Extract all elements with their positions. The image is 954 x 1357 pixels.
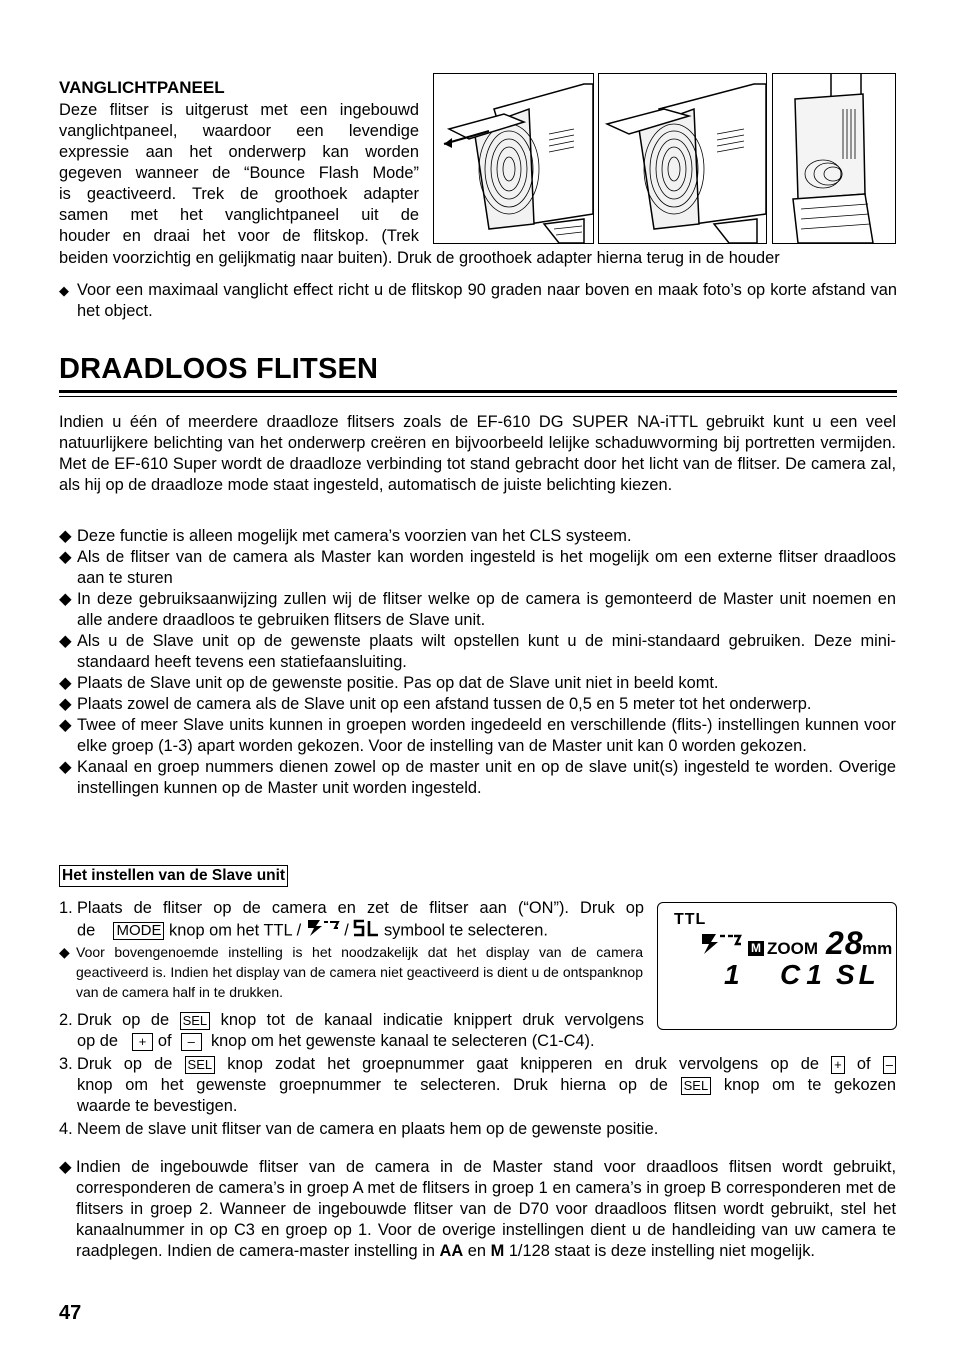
step-1-note [59,942,643,1002]
list-item: In deze gebruiksaanwijzing zullen wij de flitser welke op de camera is gemonteerd de Master unit noemen en alle andere draadloos te gebruiken flitsers de Slave unit. [77,590,896,629]
vanglicht-title: VANGLICHTPANEEL [59,78,225,97]
note-text: 1/128 staat is deze instelling niet mogelijk. [508,1242,815,1260]
vanglicht-line: is geactiveerd. Trek de groothoek adapter [59,185,419,203]
list-item: Als de flitser van de camera als Master kan worden ingesteld is het mogelijk om een externe flitser draadloos aan te sturen [77,548,896,587]
list-item: Plaats de Slave unit op de gewenste positie. Pas op dat de Slave unit niet in beeld komt. [77,674,719,692]
step-text: / [344,921,349,940]
list-item: Deze functie is alleen mogelijk met camera’s voorzien van het CLS systeem. [77,527,632,545]
step-text: symbool te selecteren. [383,921,548,940]
lcd-m-badge: M [748,941,764,956]
step-text: knop om het TTL / [169,921,302,940]
bullet-icon: ◆ [59,283,69,298]
minus-key: – [181,1033,202,1051]
section-intro: Indien u één of meerdere draadloze flitsers zoals de EF-610 DG SUPER NA-iTTL gebruikt kunt u een veel natuurlijkere belichting van het onderwerp creëren en bijvoorbeeld lelijke schaduwvorming bij portretten vermijden. Met de EF-610 Super wordt de draadloze verbinding tot stand gebracht door het licht van de flitser. De camera zal, als hij op de draadloze mode staat ingesteld, automatisch de juiste belichting kiezen. [59,413,896,494]
step-text: Druk op de [77,1055,173,1073]
vanglicht-line: samen met het vanglichtpaneel uit de [59,206,419,224]
sel-key: SEL [681,1077,712,1095]
lcd-group: 1 [724,959,740,990]
mode-m: M [490,1242,505,1260]
bullet-icon: ◆ [59,548,72,566]
note-text: Voor bovengenoemde instelling is het noodzakelijk dat het display van de camera geactiveerd is. Indien het display van de camera niet geactiveerd is dient u de ontspanknop van de camera half in te drukken. [76,944,643,1000]
bullet-icon: ◆ [59,527,72,545]
step-text: waarde te bevestigen. [77,1097,238,1115]
note-text: en [467,1242,487,1260]
step-text: of [856,1055,871,1073]
step-text: Neem de slave unit flitser van de camera en plaats hem op de gewenste positie. [77,1120,659,1138]
step-3 [59,1054,896,1117]
mode-key: MODE [113,922,164,940]
wireless-flash-icon [306,919,340,943]
lcd-display [657,902,897,1030]
lcd-unit: mm [862,939,893,958]
lcd-channel: C1 [780,959,828,990]
step-text: knop zodat het groepnummer gaat knipperen en druk vervolgens op de [227,1055,819,1073]
lcd-ttl: TTL [674,911,707,928]
sel-key: SEL [180,1012,211,1030]
step-text: op de [77,1032,119,1050]
flash-illustration-2 [598,73,767,244]
step-2 [59,1010,644,1052]
vanglicht-bullet [59,280,897,322]
step-text: knop om het gewenste kanaal te selecteren (C1-C4). [210,1032,595,1050]
vanglicht-full-line: beiden voorzichtig en gelijkmatig naar buiten). Druk de groothoek adapter hierna terug in de houder [59,249,780,267]
bullet-icon: ◆ [59,590,72,608]
step-text: knop tot de kanaal indicatie knippert druk vervolgens [220,1011,644,1029]
step-4 [59,1119,896,1140]
step-1 [59,898,644,943]
step-text: Druk op de [77,1011,170,1029]
bullet-icon: ◆ [59,716,72,734]
vanglicht-line: Deze flitser is uitgerust met een ingebouwd [59,101,419,119]
vanglicht-bullet-text: Voor een maximaal vanglicht effect richt u de flitskop 90 graden naar boven en maak foto’s op korte afstand van het object. [77,281,897,320]
step-text: knop om het gewenste groepnummer te selecteren. Druk hierna op de [77,1076,668,1094]
lcd-mode: SL [836,959,880,990]
plus-key: + [831,1056,845,1074]
vanglicht-line: vanglichtpaneel, waardoor een levendige [59,122,419,140]
step-text: of [157,1032,172,1050]
step-number: 1. [59,899,73,917]
vanglicht-paragraph [59,100,419,247]
step-text: knop om te gekozen [723,1076,896,1094]
list-item: Als u de Slave unit op de gewenste plaats wilt opstellen kunt u de mini-standaard gebruiken. Deze mini-standaard heeft tevens een statiefaansluiting. [77,632,896,671]
title-rule-thin [59,396,897,397]
vanglicht-line: houder en draai het voor de flitskop. (Trek [59,227,419,245]
bullet-icon: ◆ [59,1158,72,1176]
step-number: 2. [59,1011,73,1029]
bullet-icon: ◆ [59,674,72,692]
bullet-icon: ◆ [59,695,72,713]
title-rule-thick [59,390,897,393]
step-number: 3. [59,1055,73,1073]
bullet-icon: ◆ [59,758,72,776]
flash-illustration-1 [433,73,594,244]
bullet-icon: ◆ [59,944,70,960]
step-text: Plaats de flitser op de camera en zet de flitser aan (“ON”). Druk op [77,899,644,917]
final-note [59,1157,896,1262]
vanglicht-line: expressie aan het onderwerp kan worden [59,143,419,161]
lcd-zoom: ZOOM [767,939,818,958]
mode-aa: AA [439,1242,464,1260]
plus-key: + [132,1033,154,1051]
section-title: DRAADLOOS FLITSEN [59,353,379,385]
step-number: 4. [59,1120,73,1138]
slave-mode-icon [353,919,379,943]
lcd-wireless-icon [700,933,744,960]
minus-key: – [883,1056,896,1074]
slave-subtitle: Het instellen van de Slave unit [59,865,288,887]
vanglicht-line: gegeven wanneer de “Bounce Flash Mode” [59,164,419,182]
list-item: Kanaal en groep nummers dienen zowel op de master unit en op de slave unit(s) ingesteld te worden. Overige instellingen kunnen op de Master unit worden ingesteld. [77,758,896,797]
flash-illustration-3 [772,73,896,244]
page-number: 47 [59,1302,82,1324]
sel-key: SEL [185,1056,216,1074]
list-item: Plaats zowel de camera als de Slave unit op een afstand tussen de 0,5 en 5 meter tot het onderwerp. [77,695,812,713]
note-text: Indien de ingebouwde flitser van de camera in de Master stand voor draadloos flitsen wordt gebruikt, corresponderen de camera’s in groep A met de flitsers in groep 1 en camera’s in groep B corresponderen met de flitsers in groep 2. Wanneer de ingebouwde flitser van de D70 voor draadloos flitsen wordt gebruikt, stel het kanaalnummer in op C3 en groep op 1. Voor de overige instellingen dient u de handleiding van uw camera te raadplegen. Indien de camera-master instelling in [76,1158,896,1260]
lcd-zoom-value: 28 [826,925,864,961]
list-item: Twee of meer Slave units kunnen in groepen worden ingedeeld en verschillende (flits-) instellingen kunnen voor elke groep (1-3) apart worden gekozen. Voor de instelling van de Master unit kan 0 worden gekozen. [77,716,896,755]
step-text: de [77,921,96,940]
section-bullet-list [59,526,896,799]
bullet-icon: ◆ [59,632,72,650]
